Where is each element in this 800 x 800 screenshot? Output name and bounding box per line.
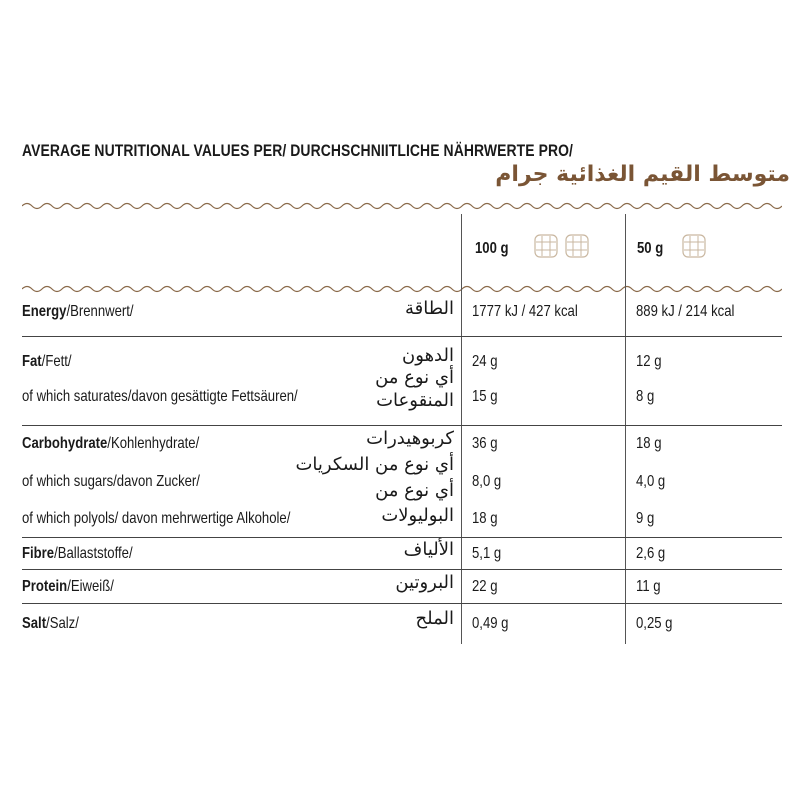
row-divider [22, 569, 782, 570]
energy-100g: 1777 kJ / 427 kcal [472, 303, 578, 320]
fat-50g: 12 g [636, 353, 662, 370]
fibre-50g: 2,6 g [636, 545, 666, 562]
polyols-label-ar-line1: أي نوع من [375, 480, 454, 501]
saturates-100g: 15 g [472, 388, 498, 405]
column-header-100g: 100 g [475, 240, 509, 257]
fibre-label: Fibre/Ballaststoffe/ [22, 545, 133, 562]
salt-50g: 0,25 g [636, 615, 673, 632]
fat-100g: 24 g [472, 353, 498, 370]
energy-label-ar: الطاقة [405, 298, 454, 319]
fat-label: Fat/Fett/ [22, 353, 72, 370]
energy-label: Energy/Brennwert/ [22, 303, 134, 320]
sugars-50g: 4,0 g [636, 473, 666, 490]
carbohydrate-label-ar: كربوهيدرات [366, 428, 454, 449]
saturates-label: of which saturates/davon gesättigte Fettsäuren/ [22, 388, 298, 405]
polyols-100g: 18 g [472, 510, 498, 527]
column-divider [461, 214, 462, 644]
waffle-icon [532, 232, 560, 260]
sugars-100g: 8,0 g [472, 473, 502, 490]
salt-100g: 0,49 g [472, 615, 509, 632]
row-divider [22, 537, 782, 538]
row-divider [22, 603, 782, 604]
saturates-label-ar-line1: أي نوع من [375, 367, 454, 388]
salt-label-ar: الملح [415, 608, 454, 629]
carbohydrate-50g: 18 g [636, 435, 662, 452]
sugars-label: of which sugars/davon Zucker/ [22, 473, 200, 490]
table-title-ar: متوسط القيم الغذائية جرام [495, 162, 790, 187]
saturates-label-ar-line2: المنقوعات [376, 390, 454, 411]
protein-label-ar: البروتين [395, 572, 454, 593]
protein-50g: 11 g [636, 578, 661, 595]
carbohydrate-label: Carbohydrate/Kohlenhydrate/ [22, 435, 200, 452]
sugars-label-ar: أي نوع من السكريات [295, 454, 454, 475]
column-header-50g: 50 g [637, 240, 664, 257]
waffle-icon [680, 232, 708, 260]
protein-label: Protein/Eiweiß/ [22, 578, 114, 595]
column-divider [625, 214, 626, 644]
carbohydrate-100g: 36 g [472, 435, 498, 452]
polyols-label: of which polyols/ davon mehrwertige Alkohole/ [22, 510, 291, 527]
waffle-icon [563, 232, 591, 260]
fibre-100g: 5,1 g [472, 545, 502, 562]
table-title-en: AVERAGE NUTRITIONAL VALUES PER/ DURCHSCHNIITLICHE NÄHRWERTE PRO/ [22, 141, 574, 160]
row-divider [22, 336, 782, 337]
top-wavy-divider [22, 200, 782, 212]
row-divider [22, 425, 782, 426]
polyols-50g: 9 g [636, 510, 655, 527]
fat-label-ar: الدهون [402, 345, 454, 366]
header-wavy-divider [22, 283, 782, 295]
salt-label: Salt/Salz/ [22, 615, 79, 632]
protein-100g: 22 g [472, 578, 498, 595]
energy-50g: 889 kJ / 214 kcal [636, 303, 735, 320]
polyols-label-ar-line2: البوليولات [381, 505, 454, 526]
fibre-label-ar: الألياف [403, 539, 454, 560]
saturates-50g: 8 g [636, 388, 655, 405]
